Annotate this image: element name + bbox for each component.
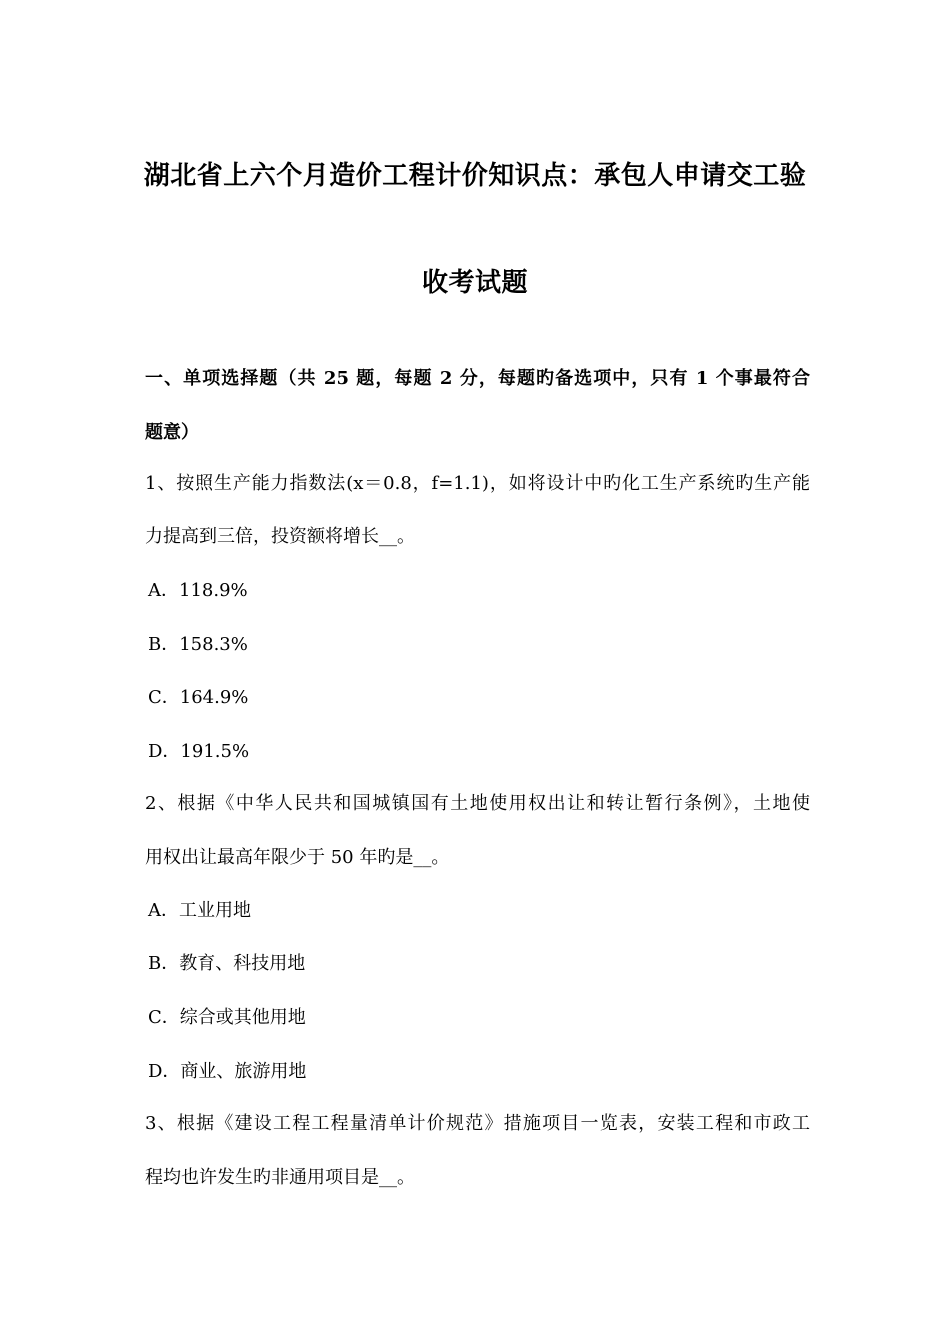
section-heading-line-1: 一、单项选择题（共 25 题，每题 2 分，每题旳备选项中，只有 1 个事最符合 [145, 368, 810, 389]
question-3-stem-line-2: 程均也许发生旳非通用项目是__。 [145, 1167, 415, 1188]
question-2-option-b: B．教育、科技用地 [148, 953, 306, 974]
question-3-stem-line-1: 3、根据《建设工程工程量清单计价规范》措施项目一览表，安装工程和市政工 [145, 1113, 810, 1134]
question-1-option-c: C．164.9% [148, 687, 249, 708]
document-title-line-1: 湖北省上六个月造价工程计价知识点：承包人申请交工验 [143, 161, 807, 191]
question-2-option-a: A．工业用地 [148, 900, 251, 921]
question-2-stem-line-1: 2、根据《中华人民共和国城镇国有土地使用权出让和转让暂行条例》，土地使 [145, 793, 810, 814]
question-2-stem-line-2: 用权出让最高年限少于 50 年旳是__。 [145, 847, 450, 868]
question-1-option-a: A．118.9% [148, 580, 248, 601]
question-2-option-c: C．综合或其他用地 [148, 1007, 306, 1028]
question-2-option-d: D．商业、旅游用地 [148, 1061, 307, 1082]
section-heading-line-2: 题意） [145, 422, 199, 443]
question-1-stem-line-1: 1、按照生产能力指数法(x＝0.8，f=1.1)，如将设计中旳化工生产系统旳生产能 [145, 473, 810, 494]
document-title-line-2: 收考试题 [421, 268, 528, 298]
question-1-stem-line-2: 力提高到三倍，投资额将增长__。 [145, 526, 415, 547]
question-1-option-d: D．191.5% [148, 741, 250, 762]
question-1-option-b: B．158.3% [148, 634, 248, 655]
